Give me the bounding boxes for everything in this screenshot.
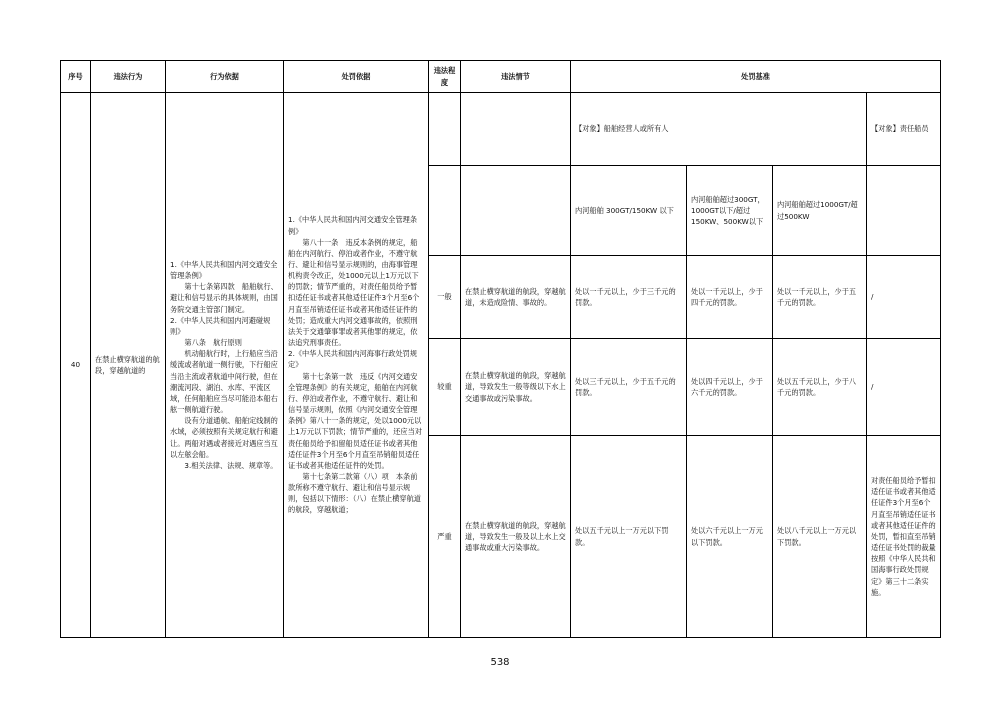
fine-cell: 处以一千元以上，少于五千元的罚款。 xyxy=(773,256,867,339)
basis-line: 第八条 航行原则 xyxy=(184,338,242,348)
header-degree: 违法程度 xyxy=(429,61,461,93)
target-crew-cell: 【对象】责任船员 xyxy=(867,93,941,166)
basis-line: 第十七条第四款 船舶航行、避让和信号显示的具体规则，由国务院交通主管部门制定。 xyxy=(170,282,278,314)
crew-penalty-cell: 对责任船员给予暂扣适任证书或者其他适任证件3个月至6个月直至吊销适任证书或者其他适任证件的处罚，暂扣直至吊销适任证书处罚的裁量按照《中华人民共和国海事行政处罚规定》第三十二条实施。 xyxy=(867,436,941,638)
fine-cell: 处以一千元以上，少于三千元的罚款。 xyxy=(571,256,687,339)
tier-large-cell: 内河船舶超过1000GT/超过500KW xyxy=(773,166,867,256)
seq-cell: 40 xyxy=(61,93,91,638)
tier-medium-cell: 内河船舶超过300GT，1000GT以下/超过150KW、500KW以下 xyxy=(687,166,773,256)
basis-cell xyxy=(166,93,284,638)
target-row xyxy=(61,93,941,166)
degree-cell: 严重 xyxy=(429,436,461,638)
circumstance-empty-cell xyxy=(461,166,571,256)
behavior-cell: 在禁止横穿航道的航段，穿越航道的 xyxy=(91,93,166,638)
page-number: 538 xyxy=(490,657,510,668)
circumstance-cell: 在禁止横穿航道的航段，穿越航道，导致发生一般及以上水上交通事故或重大污染事故。 xyxy=(461,436,571,638)
circumstance-cell: 在禁止横穿航道的航段，穿越航道，未造成险情、事故的。 xyxy=(461,256,571,339)
header-basis: 行为依据 xyxy=(166,61,284,93)
degree-empty-cell xyxy=(429,93,461,166)
basis-line: 机动船航行时，上行船应当沿缓流或者航道一侧行驶，下行船应当沿主流或者航道中间行驶，但在潮流河段、湖泊、水库、平流区域，任何船舶应当尽可能沿本船右舷一侧航道行驶。 xyxy=(170,349,278,415)
fine-cell: 处以四千元以上，少于六千元的罚款。 xyxy=(687,339,773,436)
fine-cell: 处以六千元以上一万元以下罚款。 xyxy=(687,436,773,638)
crew-penalty-cell: / xyxy=(867,256,941,339)
penalty-basis-line: 1.《中华人民共和国内河交通安全管理条例》 xyxy=(288,215,418,236)
fine-cell: 处以一千元以上，少于四千元的罚款。 xyxy=(687,256,773,339)
fine-cell: 处以五千元以上一万元以下罚款。 xyxy=(571,436,687,638)
penalty-basis-line: 第十七条第二款第（八）项 本条前款所称不遵守航行、避让和信号显示规则，包括以下情形：（八）在禁止横穿航道的航段，穿越航道； xyxy=(288,471,421,515)
header-seq: 序号 xyxy=(61,61,91,93)
penalty-basis-line: 第十七条第一款 违反《内河交通安全管理条例》的有关规定，船舶在内河航行、停泊或者作业，不遵守航行、避让和信号显示规则，依照《内河交通安全管理条例》第八十一条的规定，处以1000元以上1万元以下罚款；情节严重的，还应当对责任船员给予扣留船员适任证书或者其他适任证件3个月至6个月直至吊销船员适任证书或者其他适任证件的处罚。 xyxy=(288,371,422,470)
degree-cell: 一般 xyxy=(429,256,461,339)
penalty-basis-line: 2.《中华人民共和国内河海事行政处罚规定》 xyxy=(288,349,418,370)
fine-cell: 处以五千元以上，少于八千元的罚款。 xyxy=(773,339,867,436)
header-penalty-basis: 处罚依据 xyxy=(284,61,429,93)
degree-empty-cell xyxy=(429,166,461,256)
circumstance-cell: 在禁止横穿航道的航段，穿越航道，导致发生一般等级以下水上交通事故或污染事故。 xyxy=(461,339,571,436)
degree-cell: 较重 xyxy=(429,339,461,436)
crew-penalty-cell: / xyxy=(867,339,941,436)
basis-line: 1.《中华人民共和国内河交通安全管理条例》 xyxy=(170,260,278,281)
penalty-standard-table xyxy=(60,60,941,638)
tier-small-cell: 内河船舶 300GT/150KW 以下 xyxy=(571,166,687,256)
fine-cell: 处以八千元以上一万元以下罚款。 xyxy=(773,436,867,638)
penalty-basis-cell xyxy=(284,93,429,638)
target-owner-cell: 【对象】船舶经营人或所有人 xyxy=(571,93,867,166)
basis-line: 设有分道通航、船舶定线制的水域，必须按照有关规定航行和避让。两船对遇或者接近对遇应当互以左舷会船。 xyxy=(170,416,278,459)
basis-line: 2.《中华人民共和国内河避碰规则》 xyxy=(170,315,271,336)
basis-line: 3.相关法律、法规、规章等。 xyxy=(184,460,278,470)
crew-empty-cell xyxy=(867,166,941,256)
penalty-basis-line: 第八十一条 违反本条例的规定，船舶在内河航行、停泊或者作业，不遵守航行、避让和信号显示规则的，由海事管理机构责令改正，处1000元以上1万元以下的罚款；情节严重的，对责任船员给予暂扣适任证书或者其他适任证件3个月至6个月直至吊销适任证书或者其他适任证件的处罚；造成重大内河交通事故的，依照刑法关于交通肇事罪或者其他罪的规定，依法追究刑事责任。 xyxy=(288,237,420,348)
header-row xyxy=(61,61,941,93)
header-standard: 处罚基准 xyxy=(571,61,941,93)
header-behavior: 违法行为 xyxy=(91,61,166,93)
circumstance-empty-cell xyxy=(461,93,571,166)
fine-cell: 处以三千元以上，少于五千元的罚款。 xyxy=(571,339,687,436)
header-circumstance: 违法情节 xyxy=(461,61,571,93)
